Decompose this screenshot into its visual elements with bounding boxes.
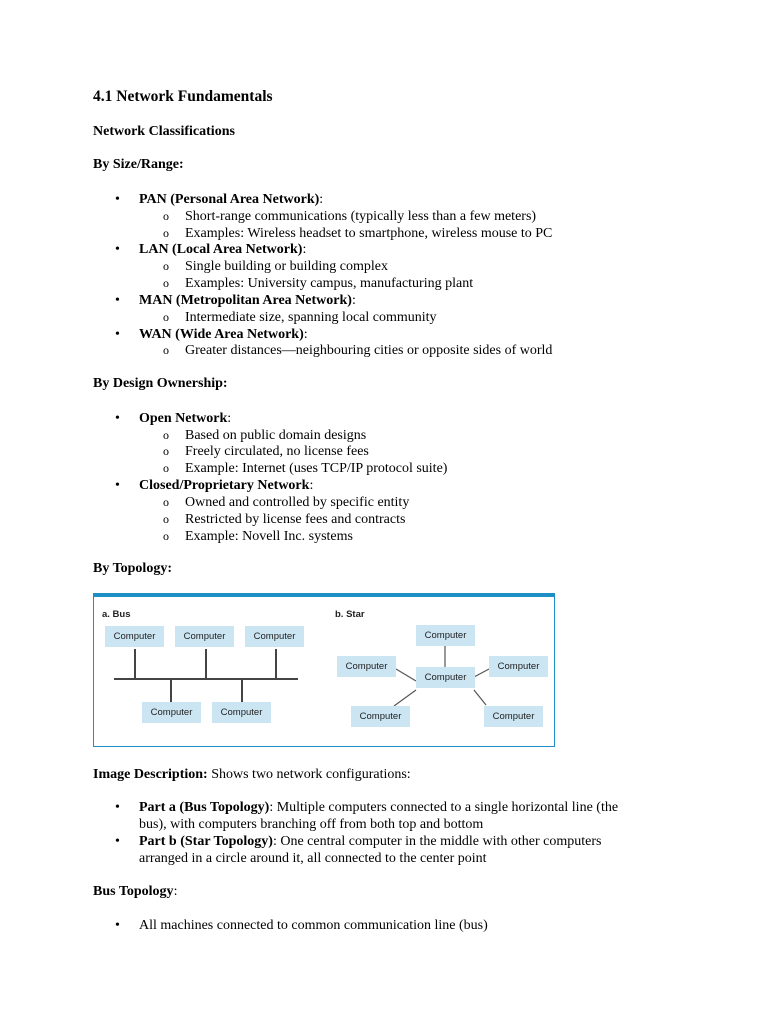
bus-topology-heading: Bus Topology: xyxy=(93,884,178,899)
description-item-bus-cont: bus), with computers branching off from both top and bottom xyxy=(139,817,484,832)
bus-label: a. Bus xyxy=(102,609,131,620)
bus-computer-bottom-2: Computer xyxy=(212,702,271,723)
list-item-open-network: Open Network: xyxy=(139,411,232,426)
sub-list-item: Example: Novell Inc. systems xyxy=(185,529,353,544)
sub-list-item: Example: Internet (uses TCP/IP protocol suite) xyxy=(185,461,448,476)
star-label: b. Star xyxy=(335,609,365,620)
classifications-heading: Network Classifications xyxy=(93,124,235,139)
sub-list-item: Single building or building complex xyxy=(185,259,388,274)
sub-bullet-marker: o xyxy=(163,495,169,509)
bullet-marker: • xyxy=(115,800,120,815)
star-computer-left: Computer xyxy=(337,656,396,677)
star-computer-right: Computer xyxy=(489,656,548,677)
sub-bullet-marker: o xyxy=(163,461,169,475)
sub-bullet-marker: o xyxy=(163,444,169,458)
bullet-marker: • xyxy=(115,192,120,207)
bullet-marker: • xyxy=(115,327,120,342)
bullet-marker: • xyxy=(115,242,120,257)
bus-topology-item: All machines connected to common communication line (bus) xyxy=(139,918,488,933)
description-item-star: Part b (Star Topology): One central computer in the middle with other computers xyxy=(139,834,602,849)
sub-bullet-marker: o xyxy=(163,209,169,223)
topology-figure xyxy=(93,593,555,747)
sub-bullet-marker: o xyxy=(163,276,169,290)
sub-list-item: Owned and controlled by specific entity xyxy=(185,495,410,510)
sub-list-item: Based on public domain designs xyxy=(185,428,367,443)
sub-list-item: Examples: Wireless headset to smartphone, wireless mouse to PC xyxy=(185,226,553,241)
bullet-marker: • xyxy=(115,411,120,426)
sub-list-item: Short-range communications (typically less than a few meters) xyxy=(185,209,537,224)
sub-bullet-marker: o xyxy=(163,310,169,324)
star-computer-center: Computer xyxy=(416,667,475,688)
by-topology-heading: By Topology: xyxy=(93,561,172,576)
description-item-bus: Part a (Bus Topology): Multiple computers connected to a single horizontal line (the xyxy=(139,800,619,815)
sub-list-item: Examples: University campus, manufacturing plant xyxy=(185,276,474,291)
sub-bullet-marker: o xyxy=(163,529,169,543)
list-item-wan: WAN (Wide Area Network): xyxy=(139,327,308,342)
bus-computer-top-3: Computer xyxy=(245,626,304,647)
list-item-lan: LAN (Local Area Network): xyxy=(139,242,307,257)
star-computer-top: Computer xyxy=(416,625,475,646)
sub-list-item: Restricted by license fees and contracts xyxy=(185,512,406,527)
sub-bullet-marker: o xyxy=(163,226,169,240)
sub-bullet-marker: o xyxy=(163,512,169,526)
image-description: Image Description: Shows two network configurations: xyxy=(93,767,411,782)
bullet-marker: • xyxy=(115,478,120,493)
bus-computer-top-1: Computer xyxy=(105,626,164,647)
bullet-marker: • xyxy=(115,834,120,849)
section-title: 4.1 Network Fundamentals xyxy=(93,88,273,105)
bullet-marker: • xyxy=(115,293,120,308)
bullet-marker: • xyxy=(115,918,120,933)
star-computer-bottom-left: Computer xyxy=(351,706,410,727)
sub-bullet-marker: o xyxy=(163,343,169,357)
sub-list-item: Intermediate size, spanning local community xyxy=(185,310,437,325)
list-item-man: MAN (Metropolitan Area Network): xyxy=(139,293,356,308)
sub-bullet-marker: o xyxy=(163,428,169,442)
by-size-heading: By Size/Range: xyxy=(93,157,184,172)
list-item-pan: PAN (Personal Area Network): xyxy=(139,192,324,207)
sub-list-item: Freely circulated, no license fees xyxy=(185,444,369,459)
bus-computer-bottom-1: Computer xyxy=(142,702,201,723)
sub-bullet-marker: o xyxy=(163,259,169,273)
star-computer-bottom-right: Computer xyxy=(484,706,543,727)
list-item-closed-network: Closed/Proprietary Network: xyxy=(139,478,314,493)
by-ownership-heading: By Design Ownership: xyxy=(93,376,228,391)
star-connection-lines xyxy=(94,597,556,751)
description-item-star-cont: arranged in a circle around it, all connected to the center point xyxy=(139,851,487,866)
sub-list-item: Greater distances—neighbouring cities or opposite sides of world xyxy=(185,343,553,358)
bus-computer-top-2: Computer xyxy=(175,626,234,647)
